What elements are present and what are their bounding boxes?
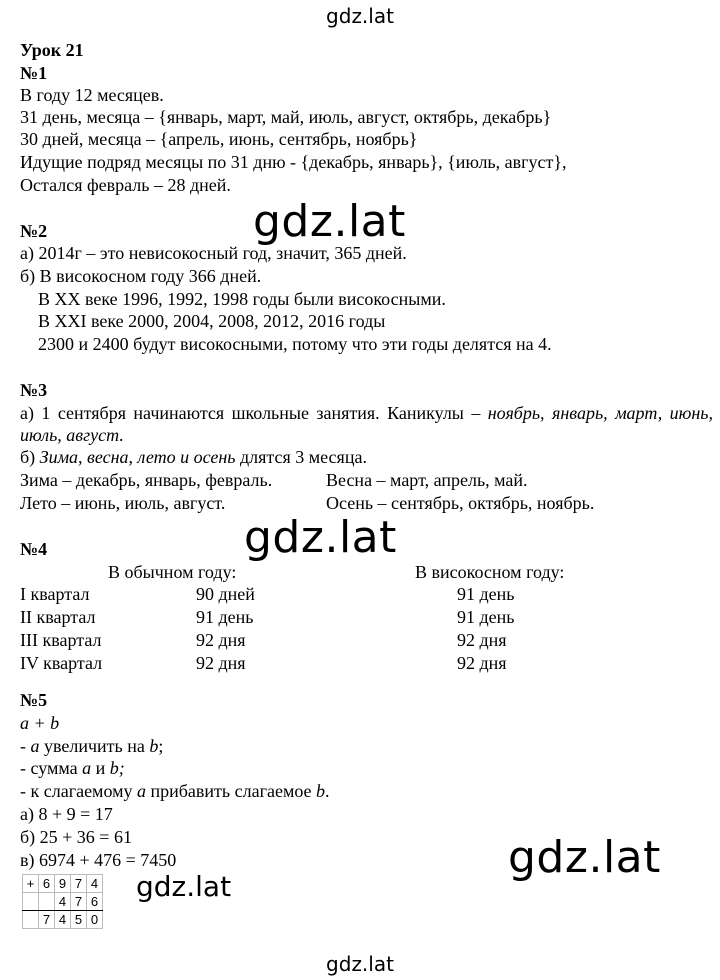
task2-label: №2 <box>20 221 48 241</box>
task2-line: б) В високосном году 366 дней. <box>20 266 262 286</box>
quarter-name: IV квартал <box>20 653 103 673</box>
task5-expression: a + b <box>20 713 60 733</box>
quarter-name: I квартал <box>20 584 90 604</box>
var-b: b <box>316 781 326 801</box>
task3-part-a <box>20 402 713 446</box>
example-c: в) 6974 + 476 = 7450 <box>20 850 177 870</box>
digit: 4 <box>55 893 71 911</box>
digit: 6 <box>39 875 55 893</box>
watermark-small: gdz.lat <box>136 870 232 903</box>
empty-cell <box>23 893 39 911</box>
text: ; <box>158 736 164 756</box>
example-a: а) 8 + 9 = 17 <box>20 804 113 824</box>
example-b: б) 25 + 36 = 61 <box>20 827 132 847</box>
task1-line: 31 день, месяца – {январь, март, май, июль, август, октябрь, декабрь} <box>20 107 552 127</box>
digit: 0 <box>87 911 103 929</box>
header-leap-year: В високосном году: <box>415 562 565 582</box>
var-a: a <box>82 758 92 778</box>
task1-line: В году 12 месяцев. <box>20 85 164 105</box>
task3-a-text: а) 1 сентября начинаются школьные занятия. Каникулы – <box>20 403 488 423</box>
task3-part-b <box>20 446 367 468</box>
season-winter: Зима – декабрь, январь, февраль. <box>20 470 273 490</box>
task2-line: а) 2014г – это невисокосный год, значит, 365 дней. <box>20 243 407 263</box>
quarter-name: II квартал <box>20 607 96 627</box>
quarter-normal: 90 дней <box>196 584 255 604</box>
digit <box>39 893 55 911</box>
empty-cell <box>23 911 39 929</box>
watermark-large-3: gdz.lat <box>508 832 661 883</box>
quarter-normal: 92 дня <box>196 630 246 650</box>
text: - <box>20 736 31 756</box>
digit: 7 <box>71 893 87 911</box>
column-addition <box>22 874 103 929</box>
var-b: b; <box>109 758 125 778</box>
task3-b-prefix: б) <box>20 447 40 467</box>
text: увеличить на <box>39 736 150 756</box>
plus-sign: + <box>23 875 39 893</box>
quarter-normal: 91 день <box>196 607 254 627</box>
quarter-normal: 92 дня <box>196 653 246 673</box>
task2-line: В XXI веке 2000, 2004, 2008, 2012, 2016 годы <box>38 311 386 331</box>
task1-line: 30 дней, месяца – {апрель, июнь, сентябрь, ноябрь} <box>20 129 418 149</box>
season-spring: Весна – март, апрель, май. <box>326 470 528 490</box>
digit: 5 <box>71 911 87 929</box>
var-b: b <box>149 736 159 756</box>
task4-label: №4 <box>20 539 48 559</box>
var-a: a <box>137 781 146 801</box>
season-summer: Лето – июнь, июль, август. <box>20 493 226 513</box>
task5-label: №5 <box>20 690 48 710</box>
quarter-leap: 91 день <box>457 607 515 627</box>
text: - сумма <box>20 758 83 778</box>
digit: 4 <box>55 911 71 929</box>
season-autumn: Осень – сентябрь, октябрь, ноябрь. <box>326 493 595 513</box>
quarter-name: III квартал <box>20 630 102 650</box>
watermark-top: gdz.lat <box>326 4 394 28</box>
digit: 7 <box>39 911 55 929</box>
watermark-large-2: gdz.lat <box>244 512 397 563</box>
lesson-title: Урок 21 <box>20 40 84 60</box>
header-normal-year: В обычном году: <box>108 562 237 582</box>
text: . <box>325 781 330 801</box>
task1-line: Остался февраль – 28 дней. <box>20 175 231 195</box>
task2-line: В XX веке 1996, 1992, 1998 годы были високосными. <box>38 289 446 309</box>
task1-line: Идущие подряд месяцы по 31 дню - {декабрь, январь}, {июль, август}, <box>20 152 567 172</box>
text: прибавить слагаемое <box>146 781 317 801</box>
task3-label: №3 <box>20 380 48 400</box>
text: - к слагаемому <box>20 781 137 801</box>
var-a: a <box>30 736 40 756</box>
quarter-leap: 92 дня <box>457 653 507 673</box>
digit: 6 <box>87 893 103 911</box>
task3-b-text: длятся 3 месяца. <box>235 447 367 467</box>
task1-label: №1 <box>20 63 48 83</box>
task5-reading-3 <box>20 780 330 802</box>
digit: 9 <box>55 875 71 893</box>
task3-a-holidays: ноябрь, январь, март, июнь, июль, август. <box>20 403 713 445</box>
task2-line: 2300 и 2400 будут високосными, потому что эти годы делятся на 4. <box>38 334 552 354</box>
watermark-large-1: gdz.lat <box>253 196 406 247</box>
task5-reading-2 <box>20 757 125 779</box>
task5-reading-1 <box>20 735 163 757</box>
quarter-leap: 91 день <box>457 584 515 604</box>
task3-b-seasons: Зима, весна, лето и осень <box>39 447 236 467</box>
digit: 7 <box>71 875 87 893</box>
watermark-bottom: gdz.lat <box>326 952 394 976</box>
text: и <box>91 758 110 778</box>
digit: 4 <box>87 875 103 893</box>
quarter-leap: 92 дня <box>457 630 507 650</box>
